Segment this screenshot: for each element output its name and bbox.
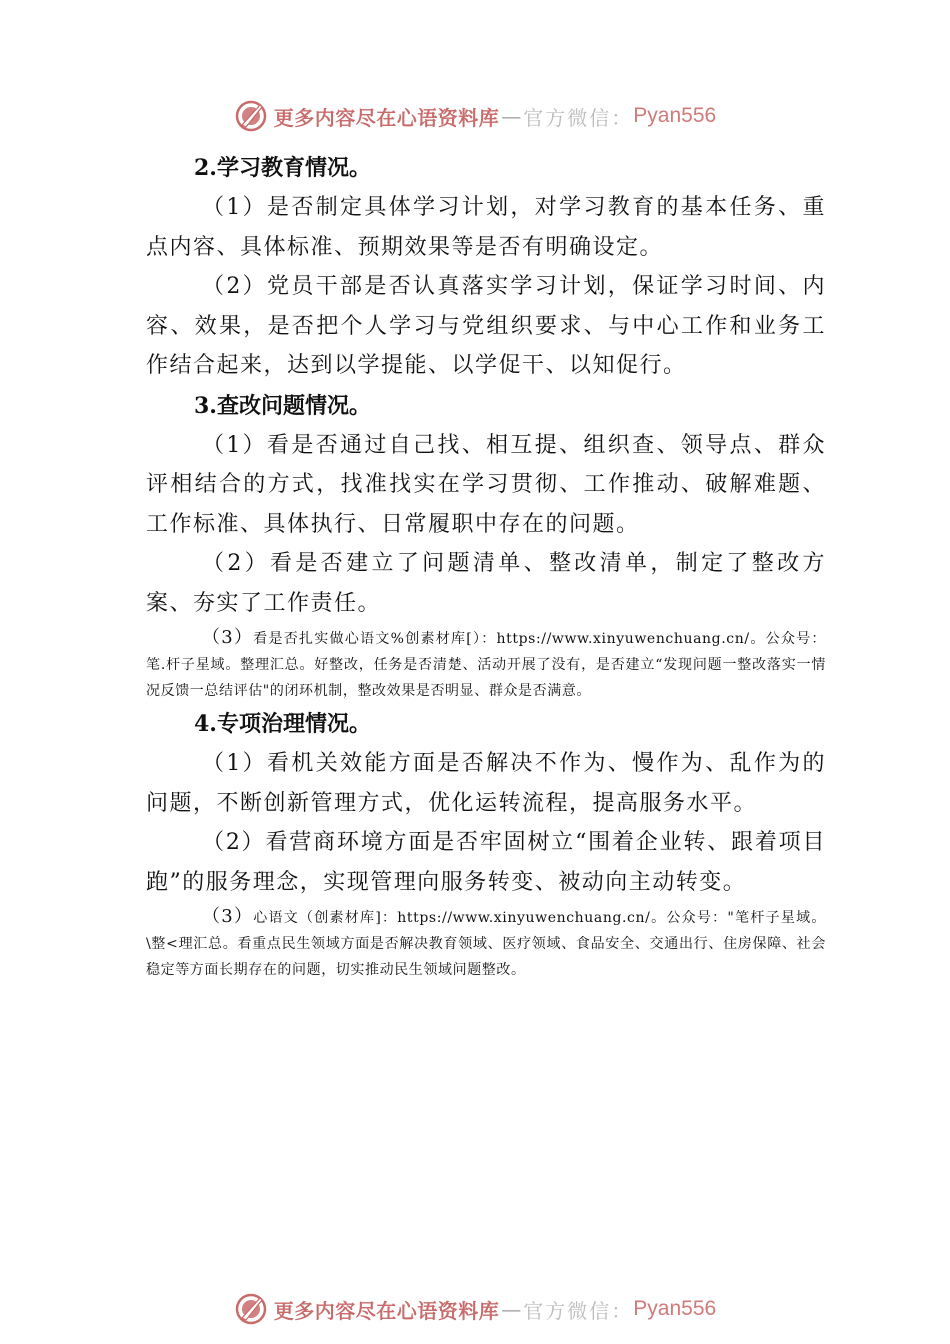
- section-4-para-1: （1）看机关效能方面是否解决不作为、慢作为、乱作为的问题，不断创新管理方式，优化运转流程，提高服务水平。: [146, 751, 826, 816]
- banner-wechat-id: Pyan556: [633, 104, 717, 127]
- header-banner: [0, 94, 950, 138]
- section-4-para-3-num: （3）: [202, 906, 254, 927]
- section-3-para-2: （2）看是否建立了问题清单、整改清单，制定了整改方案、夯实了工作责任。: [146, 551, 826, 616]
- banner-text: 更多内容尽在心语资料库: [273, 105, 500, 130]
- banner-dash: —: [501, 1297, 522, 1321]
- banner-wechat-label: 官方微信：: [523, 105, 634, 130]
- section-4-title: 4.专项治理情况。: [194, 711, 371, 737]
- banner-text: 更多内容尽在心语资料库: [273, 1298, 500, 1323]
- section-4-para-3: [146, 904, 826, 983]
- banner-wechat-id: Pyan556: [633, 1297, 717, 1320]
- section-2-para-1: （1）是否制定具体学习计划，对学习教育的基本任务、重点内容、具体标准、预期效果等是否有明确设定。: [146, 195, 826, 260]
- quill-seal-icon: [234, 99, 268, 133]
- section-2-title: 2.学习教育情况。: [194, 155, 371, 181]
- quill-seal-icon: [234, 1292, 268, 1326]
- section-2-para-2: （2）党员干部是否认真落实学习计划，保证学习时间、内容、效果，是否把个人学习与党组织要求、与中心工作和业务工作结合起来，达到以学提能、以学促干、以知促行。: [146, 274, 826, 378]
- section-3-para-1: （1）看是否通过自己找、相互提、组织查、领导点、群众评相结合的方式，找准找实在学习贯彻、工作推动、破解难题、工作标准、具体执行、日常履职中存在的问题。: [146, 432, 826, 537]
- section-3-para-3: [146, 625, 826, 704]
- section-3-para-3-num: （3）: [202, 627, 254, 648]
- section-3-title: 3.查改问题情况。: [194, 392, 371, 419]
- section-4-para-2: （2）看营商环境方面是否牢固树立“围着企业转、跟着项目跑”的服务理念，实现管理向服务转变、被动向主动转变。: [146, 830, 826, 895]
- banner-dash: —: [501, 104, 522, 128]
- section-4-para-3-text: 心语文（创素材库]：https://www.xinyuwenchuang.cn/。公众号："笔杆子星域。\整<理汇总。看重点民生领域方面是否解决教育领域、医疗领域、食品安全、交通出行、住房保障、社会稳定等方面长期存在的问题，切实推动民生领域问题整改。: [146, 910, 826, 978]
- section-3-para-3-text: 看是否扎实做心语文%创素材库[）：https://www.xinyuwenchuang.cn/。公众号：笔.杆子星域。整理汇总。好整改，任务是否清楚、活动开展了没有，是否建立“发现问题一整改落实一情况反馈一总结评估"的闭环机制，整改效果是否明显、群众是否满意。: [146, 631, 826, 699]
- footer-banner: [0, 1287, 950, 1331]
- banner-wechat-label: 官方微信：: [523, 1298, 634, 1323]
- document-body: [146, 148, 826, 983]
